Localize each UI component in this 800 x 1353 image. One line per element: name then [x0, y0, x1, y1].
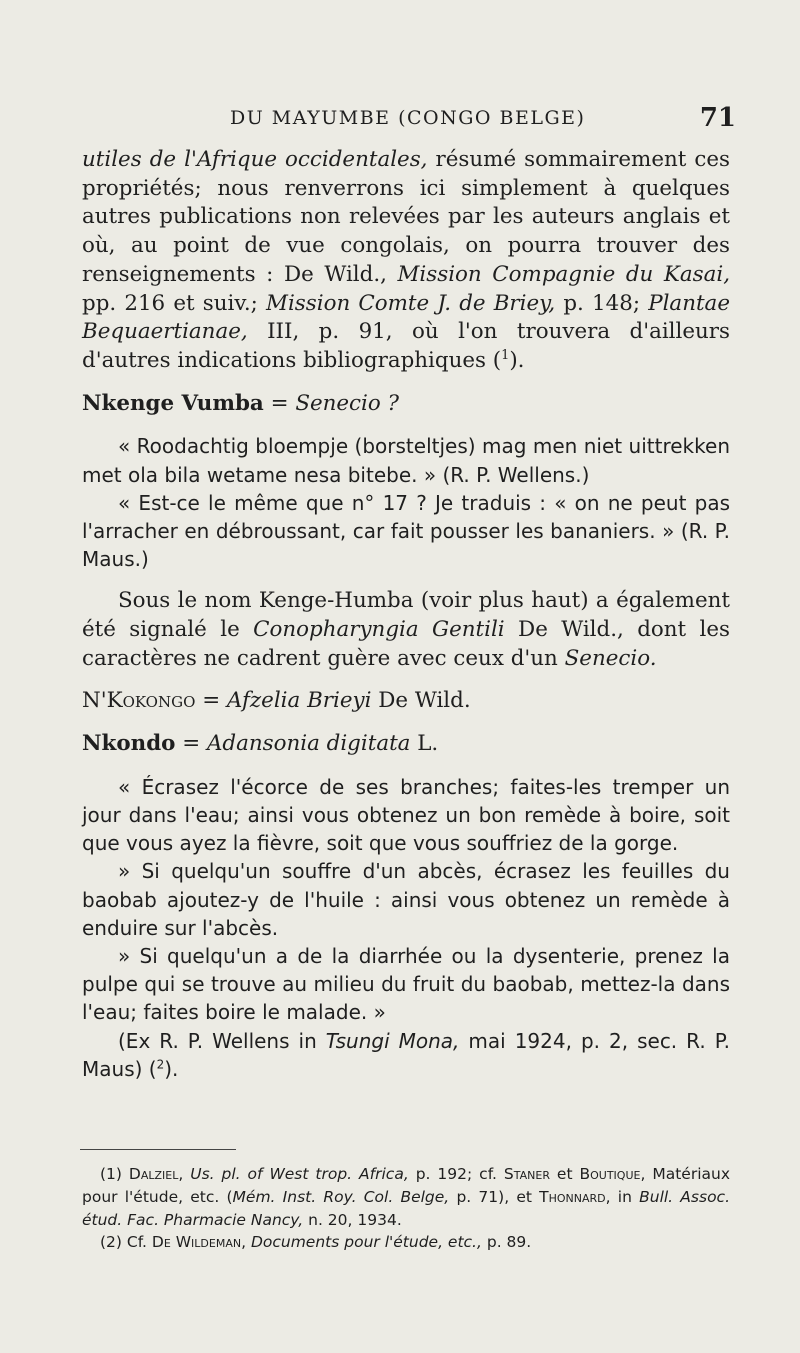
paragraph-intro [82, 146, 730, 376]
text-span: Plantae Bequaertianae, [82, 290, 730, 345]
text-span: mai 1924, p. 2, sec. R. P. Maus) ( [82, 1028, 731, 1081]
footnote-mark: (1) [100, 1165, 122, 1183]
text-span: Boutique, [579, 1165, 646, 1183]
text-span: Cf. [121, 1233, 152, 1252]
footnote-ref: 1 [501, 347, 510, 363]
text-span: Documents pour l'étude, etc., [246, 1233, 482, 1252]
entry-term: Nkondo [82, 731, 176, 757]
text-span: p. 192; cf. [408, 1165, 504, 1183]
entry-term: Nkenge Vumba [82, 390, 264, 416]
text-span: p. 148; [555, 290, 649, 316]
entry-species: Adansonia digitata [206, 731, 411, 757]
text-span: Staner [503, 1165, 550, 1183]
quote-source [82, 1027, 730, 1083]
text-span: Matériaux pour l'étude, etc. ( [82, 1165, 730, 1206]
text-span: = [175, 731, 207, 757]
page-number: 71 [699, 103, 736, 133]
text-span: = [263, 390, 296, 416]
running-head [80, 103, 736, 143]
entry-heading-nkondo [82, 730, 730, 759]
quote-diarrhea: » Si quelqu'un a de la diarrhée ou la dysenterie, prenez la pulpe qui se trouve au milieu du fruit du baobab, mettez-la dans l'eau; faites boire le malade. » [82, 944, 730, 1025]
text-span: Sous le nom Kenge-Humba (voir plus haut) a également été signalé le [82, 588, 730, 643]
text-span: p. 89. [481, 1233, 532, 1252]
text-span: utiles de l'Afrique occidentales, [82, 147, 428, 172]
text-span: et [549, 1165, 580, 1183]
text-span: n. 20, 1934. [303, 1210, 402, 1229]
footnote-ref: 2 [156, 1057, 165, 1072]
text-span: pp. 216 et suiv.; [82, 290, 267, 316]
text-span: ). [509, 347, 525, 373]
text-span: III, p. 91, où l'on trouvera d'ailleurs d'autres indications bibliographiques ( [82, 319, 730, 373]
entry-heading-nkenge [82, 390, 730, 419]
entry-species: Senecio ? [295, 390, 400, 416]
entry-species: Afzelia Brieyi [226, 688, 372, 714]
text-span: Thonnard, [539, 1187, 611, 1206]
text-span: Bull. Assoc. étud. Fac. Pharmacie Nancy, [82, 1187, 730, 1229]
text-span: Mission Comte J. de Briey, [266, 290, 556, 316]
footnote-2 [82, 1231, 730, 1254]
quote-wellens: « Roodachtig bloempje (borsteltjes) mag men niet uittrekken met ola bila wetame nesa bitebe. » (R. P. Wellens.) [82, 434, 730, 487]
paragraph-kenge-humba [82, 587, 730, 673]
text-span: (Ex R. P. Wellens in [118, 1028, 326, 1053]
text-span: Conopharyngia Gentili [253, 617, 505, 643]
entry-term: N'Kokongo [82, 688, 196, 714]
quote-maus: « Est-ce le même que n° 17 ? Je traduis : « on ne peut pas l'arracher en débroussant, car fait pousser les bananiers. » (R. P. Maus.) [82, 490, 730, 572]
text-span: De Wildeman, [151, 1233, 247, 1252]
footnote-1 [82, 1163, 730, 1231]
text-span: De Wild., dont les caractères ne cadrent guère avec ceux d'un [82, 617, 731, 671]
text-span: L. [410, 731, 439, 757]
body-text [82, 146, 730, 1083]
entry-heading-nkokongo [82, 687, 730, 716]
text-span: Dalziel, [121, 1165, 184, 1183]
quote-bark: « Écrasez l'écorce de ses branches; faites-les tremper un jour dans l'eau; ainsi vous obtenez un bon remède à boire, soit que vous ayez la fièvre, soit que vous souffriez de la gorge. [82, 774, 730, 856]
running-title: DU MAYUMBE (CONGO BELGE) [230, 107, 586, 129]
text-span: Mém. Inst. Roy. Col. Belge, [232, 1187, 450, 1206]
text-span: = [195, 688, 227, 714]
text-span: p. 71), et [449, 1187, 540, 1206]
quote-abscess: » Si quelqu'un souffre d'un abcès, écrasez les feuilles du baobab ajoutez-y de l'huile : ainsi vous obtenez un remède à enduire sur l'abcès. [82, 859, 730, 940]
text-span: De Wild. [371, 688, 471, 714]
footnote-mark: (2) [100, 1233, 122, 1252]
text-span: Tsungi Mona, [325, 1028, 460, 1053]
footnotes [82, 1163, 730, 1254]
text-span: Us. pl. of West trop. Africa, [183, 1165, 409, 1183]
text-span: Senecio. [564, 645, 657, 671]
text-span: in [610, 1187, 640, 1206]
footnote-divider [80, 1149, 236, 1150]
text-span: Mission Compagnie du Kasai, [397, 261, 730, 287]
text-span: ). [164, 1056, 179, 1081]
text-span: résumé sommairement ces propriétés; nous renverrons ici simplement à quelques autres publications non relevées par les auteurs anglais et où, au point de vue congolais, on pourra trouver des renseignements : De Wild., [82, 147, 730, 287]
